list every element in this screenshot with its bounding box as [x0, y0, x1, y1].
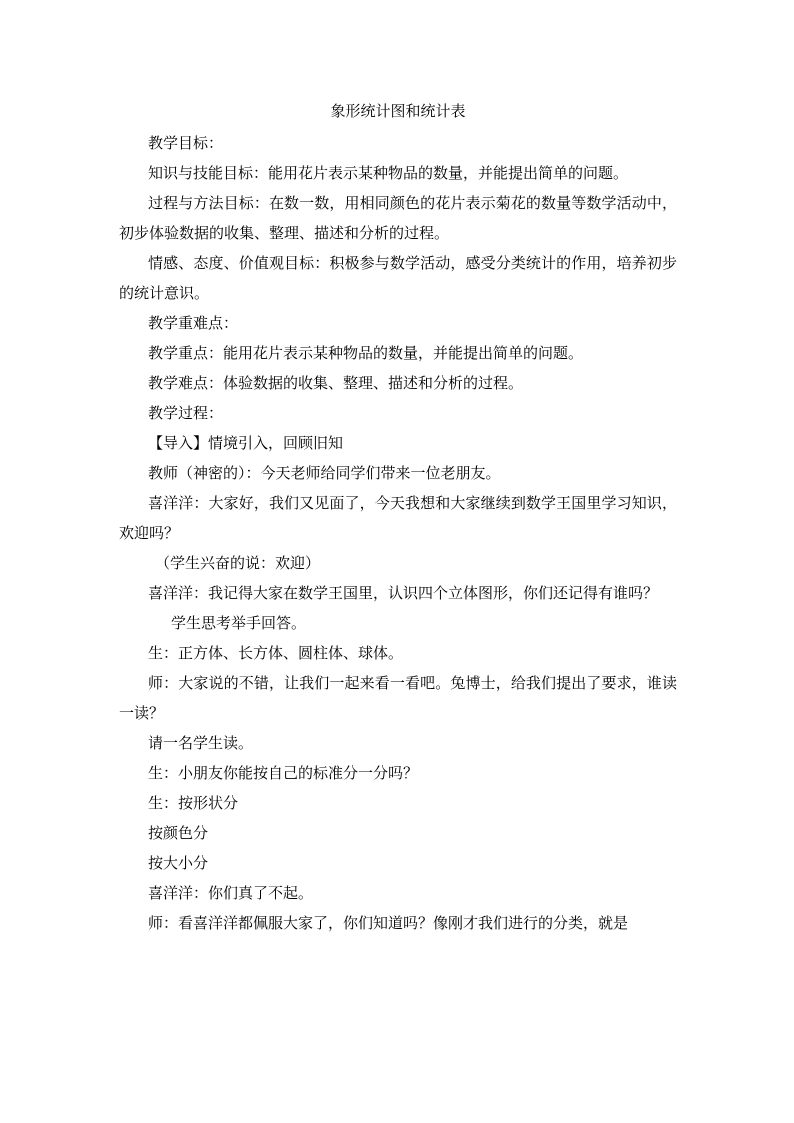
paragraph-teaching-goals-heading: 教学目标： — [148, 134, 224, 152]
paragraph-students-think: 学生思考举手回答。 — [171, 614, 307, 632]
paragraph-key-point: 教学重点：能用花片表示某种物品的数量，并能提出简单的问题。 — [148, 344, 584, 362]
paragraph-key-points-heading: 教学重难点： — [148, 314, 239, 332]
paragraph-by-color: 按颜色分 — [148, 824, 209, 842]
paragraph-process-goal: 过程与方法目标：在数一数，用相同颜色的花片表示菊花的数量等数学活动中，初步体验数据的收集、整理、描述和分析的过程。 — [119, 194, 677, 242]
paragraph-by-shape: 生：按形状分 — [148, 794, 239, 812]
paragraph-xiyangyang-greeting: 喜洋洋：大家好，我们又见面了，今天我想和大家继续到数学王国里学习知识，欢迎吗？ — [119, 494, 677, 542]
paragraph-process-heading: 教学过程： — [148, 404, 224, 422]
paragraph-difficult-point: 教学难点：体验数据的收集、整理、描述和分析的过程。 — [148, 374, 524, 392]
paragraph-teacher-explain: 师：看喜洋洋都佩服大家了，你们知道吗？像刚才我们进行的分类，就是 — [148, 914, 629, 932]
paragraph-xiyangyang-praise: 喜洋洋：你们真了不起。 — [148, 884, 314, 902]
paragraph-knowledge-goal: 知识与技能目标：能用花片表示某种物品的数量，并能提出简单的问题。 — [148, 164, 629, 182]
paragraph-teacher-request: 师：大家说的不错，让我们一起来看一看吧。兔博士，给我们提出了要求，谁读一读？ — [119, 674, 677, 722]
paragraph-student-reads: 请一名学生读。 — [148, 734, 254, 752]
paragraph-teacher-intro: 教师（神密的）：今天老师给同学们带来一位老朋友。 — [148, 464, 501, 482]
paragraph-attitude-goal: 情感、态度、价值观目标：积极参与数学活动，感受分类统计的作用，培养初步的统计意识。 — [119, 254, 677, 302]
paragraph-student-question: 生：小朋友你能按自己的标准分一分吗？ — [148, 764, 419, 782]
document-body — [119, 98, 677, 938]
document-title: 象形统计图和统计表 — [330, 102, 466, 120]
paragraph-xiyangyang-question: 喜洋洋：我记得大家在数学王国里，认识四个立体图形，你们还记得有谁吗？ — [148, 584, 659, 602]
paragraph-students-welcome: （学生兴奋的说：欢迎） — [155, 554, 321, 572]
paragraph-student-answer-shapes: 生：正方体、长方体、圆柱体、球体。 — [148, 644, 404, 662]
paragraph-introduction: 【导入】情境引入，回顾旧知 — [148, 434, 344, 452]
paragraph-by-size: 按大小分 — [148, 854, 209, 872]
